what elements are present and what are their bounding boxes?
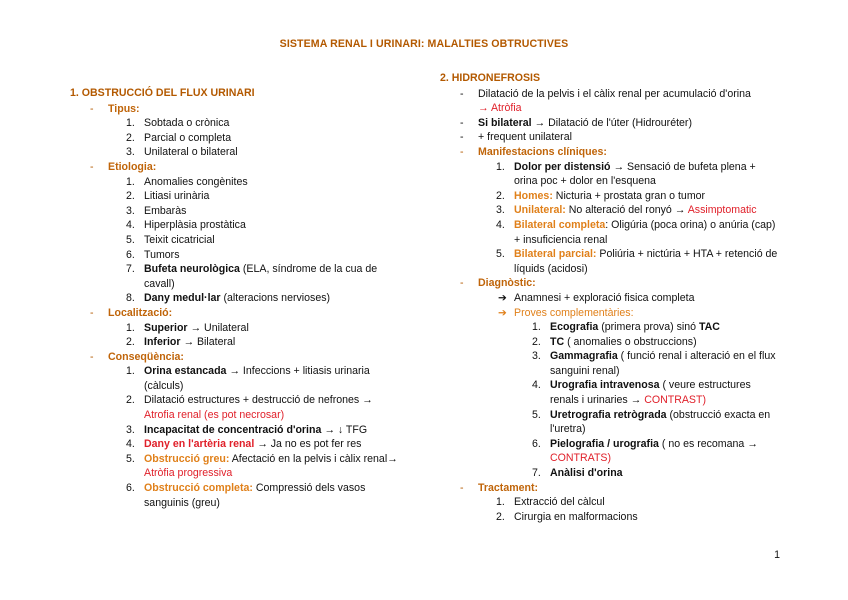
list-item: 3. Unilateral o bilateral [126, 146, 238, 159]
list-item: 6. Pielografia / urografia ( no es recomana → CONTRATS) [532, 437, 758, 465]
right-column [440, 71, 780, 524]
subheading-tipus: - Tipus: [70, 102, 400, 117]
list-item: 6. Tumors [126, 248, 180, 261]
list-item: 5. Obstrucció greu: Afectació en la pelvis i càlix renal→ Atròfia progressiva [126, 452, 398, 480]
list-item: 2. Homes: Nicturia + prostata gran o tumor [496, 189, 706, 202]
bullet-item: - Dilatació de la pelvis i el càlix renal per acumulació d'orina → Atròfia [440, 87, 780, 116]
subheading-diagnostic: - Diagnòstic: [440, 276, 780, 291]
list-item: 5. Bilateral parcial: Poliúria + nictúria + HTA + retenció de líquids (acidosi) [496, 248, 778, 275]
page-number: 1 [774, 549, 780, 561]
section-heading-hidronefrosis: 2. HIDRONEFROSIS [440, 72, 541, 84]
list-item: 2. Litiasi urinària [126, 190, 210, 203]
list-item: 4. Bilateral completa: Oligúria (poca orina) o anúria (cap) + insuficiencia renal [496, 218, 776, 246]
list-item: 1. Ecografia (primera prova) sinó TAC [532, 321, 720, 334]
list-item: 4. Dany en l'artèria renal → Ja no es pot fer res [126, 438, 362, 451]
list-item: 7. Bufeta neurològica (ELA, síndrome de la cua de cavall) [126, 263, 378, 290]
list-item: 1. Sobtada o crònica [126, 117, 230, 130]
list-item: 3. Incapacitat de concentració d'orina → ↓ TFG [126, 423, 368, 436]
list-item: 7. Anàlisi d'orina [532, 467, 623, 480]
bullet-item: - + frequent unilateral [440, 130, 780, 145]
list-item: 4. Hiperplàsia prostàtica [126, 219, 246, 232]
list-item: 1. Orina estancada → Infeccions + litiasis urinaria (càlculs) [126, 365, 370, 392]
list-item: 2. Inferior → Bilateral [126, 336, 236, 349]
list-item: 5. Uretrografia retrògrada (obstrucció exacta en l'uretra) [532, 408, 771, 436]
subheading-tractament: - Tractament: [440, 481, 780, 496]
list-item: 6. Obstrucció completa: Compressió dels vasos sanguinis (greu) [126, 482, 366, 509]
list-item: 2. Parcial o completa [126, 131, 232, 144]
list-item: 1. Dolor per distensió → Sensació de bufeta plena + orina poc + dolor en l'esquena [496, 160, 756, 188]
arrow-item: ➔ Anamnesi + exploració fisica completa [498, 291, 695, 304]
list-item: 3. Embaràs [126, 204, 187, 217]
subheading-consequencia: - Conseqüència: [70, 350, 400, 365]
list-item: 3. Gammagrafia ( funció renal i alteració en el flux sanguini renal) [532, 350, 776, 377]
list-item: 4. Urografia intravenosa ( veure estructures renals i urinaries → CONTRAST) [532, 379, 751, 407]
page-title: SISTEMA RENAL I URINARI: MALALTIES OBTRUCTIVES [279, 38, 569, 50]
list-item: 5. Teixit cicatricial [126, 233, 215, 246]
bullet-item: - Si bilateral → Dilatació de l'úter (Hidrouréter) [440, 116, 780, 131]
left-column [70, 86, 400, 510]
subheading-etiologia: - Etiologia: [70, 160, 400, 175]
list-item: 1. Extracció del càlcul [496, 496, 605, 509]
subheading-manifestacions: - Manifestacions clíniques: [440, 145, 780, 160]
list-item: 2. TC ( anomalies o obstruccions) [532, 335, 697, 348]
arrow-item: ➔ Proves complementàries: [498, 306, 634, 319]
arrow-right-icon: ➔ [498, 291, 507, 304]
section-heading-obstruccio: 1. OBSTRUCCIÓ DEL FLUX URINARI [70, 87, 255, 99]
subheading-localitzacio: - Localització: [70, 306, 400, 321]
list-item: 1. Anomalies congènites [126, 175, 248, 188]
list-item: 2. Dilatació estructures + destrucció de nefrones → Atrofia renal (es pot necrosar) [126, 394, 373, 422]
list-item: 2. Cirurgia en malformacions [496, 510, 638, 523]
arrow-right-icon: ➔ [498, 306, 507, 319]
list-item: 1. Superior → Unilateral [126, 321, 249, 334]
list-item: 8. Dany medul·lar (alteracions nervioses) [126, 292, 331, 305]
list-item: 3. Unilateral: No alteració del ronyó → Assimptomatic [496, 204, 757, 217]
